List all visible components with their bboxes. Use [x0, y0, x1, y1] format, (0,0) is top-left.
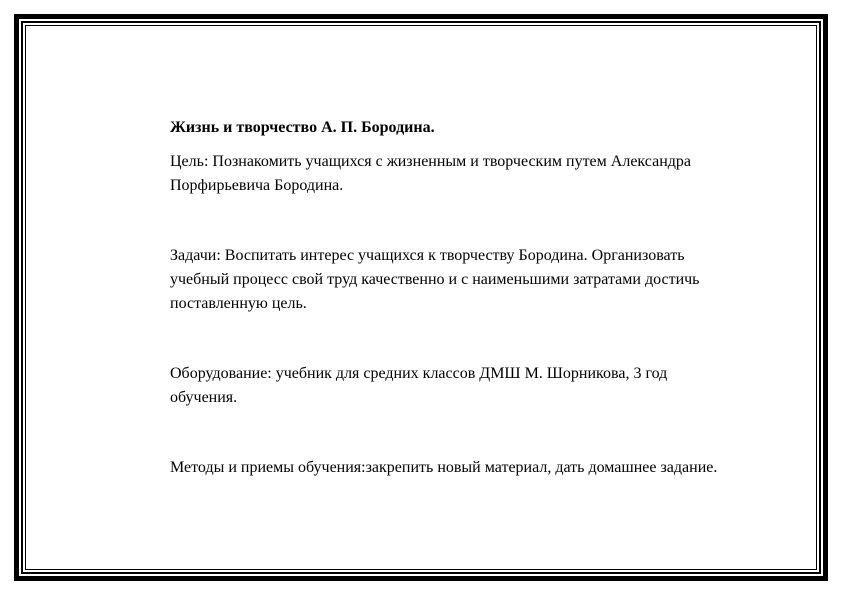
document-title: Жизнь и творчество А. П. Бородина.: [170, 119, 435, 136]
goal-paragraph: Цель: Познакомить учащихся с жизненным и творческим путем Александра Порфирьевича Бородина.: [170, 153, 691, 194]
document-body: [170, 116, 730, 480]
methods-paragraph: Методы и приемы обучения:закрепить новый материал, дать домашнее задание.: [170, 459, 718, 476]
tasks-paragraph: Задачи: Воспитать интерес учащихся к творчеству Бородина. Организовать учебный процесс свой труд качественно и с наименьшими затратами достичь поставленную цель.: [170, 247, 700, 312]
equipment-paragraph: Оборудование: учебник для средних классов ДМШ М. Шорникова, 3 год обучения.: [170, 365, 668, 406]
